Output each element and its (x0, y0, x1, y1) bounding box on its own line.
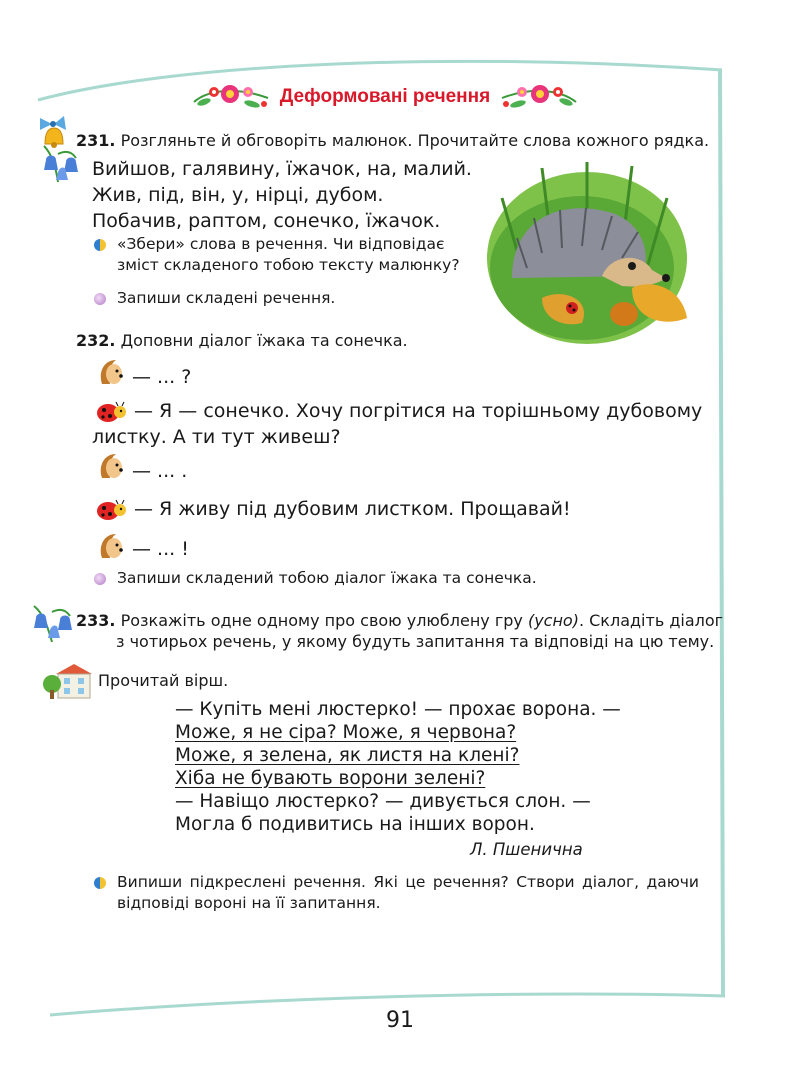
hedgehog-illustration (482, 158, 692, 348)
ex231-number: 231. (76, 131, 116, 150)
word-line: Побачив, раптом, сонечко, їжачок. (92, 210, 441, 232)
two-tone-bullet-icon (94, 239, 106, 251)
dialog-line: — ... . (132, 460, 188, 482)
reading-label: Прочитай вірш. (98, 671, 229, 690)
dialog-line: — Я живу під дубовим листком. Прощавай! (134, 498, 571, 520)
ex231-task-text: Розгляньте й обговоріть малюнок. Прочитайте слова кожного рядка. (120, 131, 710, 150)
reading-instruction: Випиши підкреслені речення. Які це речення? Створи діалог, даючи відповіді вороні на її запитання. (117, 873, 699, 912)
violet-bullet-icon (94, 293, 106, 305)
section-header (190, 80, 580, 112)
ex233-number: 233. (76, 611, 116, 630)
section-title: Деформовані речення (279, 86, 491, 107)
ex231-instruction: «Збери» слова в речення. Чи відповідає зміст складеного тобою тексту малюнку? (117, 235, 460, 274)
poem-author: Л. Пшенична (470, 840, 583, 859)
ex233-task: 233. Розкажіть одне одному про свою улюблену гру (усно). Складіть діалог з чотирьох речень, у якому будуть запитання та відповіді на цю тему. (76, 611, 724, 651)
poem-line: Могла б подивитись на інших ворон. (175, 814, 535, 835)
floral-ornament-icon (190, 80, 272, 112)
dialog-line: листку. А ти тут живеш? (92, 426, 341, 448)
ex232-task (76, 330, 408, 351)
house-tree-icon (42, 660, 94, 700)
bluebells-icon (30, 604, 76, 644)
ex232-task-text: Доповни діалог їжака та сонечка. (120, 331, 408, 350)
two-tone-bullet-icon (94, 877, 106, 889)
floral-ornament-icon (498, 80, 580, 112)
poem-line-underlined: Може, я не сіра? Може, я червона? (175, 722, 517, 743)
ex231-instruction: Запиши складені речення. (117, 289, 336, 307)
poem-line: — Купіть мені люстерко! — прохає ворона. — (175, 699, 621, 720)
ex232-instruction: Запиши складений тобою діалог їжака та сонечка. (117, 569, 537, 587)
hedgehog-icon (96, 356, 126, 388)
poem-line-underlined: Може, я зелена, як листя на клені? (175, 745, 520, 766)
ex232-number: 232. (76, 331, 116, 350)
word-line: Жив, під, він, у, нірці, дубом. (92, 184, 384, 206)
dialog-line: — Я — сонечко. Хочу погрітися на торішньому дубовому (134, 400, 703, 422)
hedgehog-icon (96, 450, 126, 482)
dialog-line: — ... ! (132, 538, 189, 560)
poem-line-underlined: Хіба не бувають ворони зелені? (175, 768, 486, 789)
word-line: Вийшов, галявину, їжачок, на, малий. (92, 158, 472, 180)
dialog-line: — ... ? (132, 366, 192, 388)
ladybug-icon (94, 400, 128, 424)
ex231-word-lines (92, 156, 472, 234)
poem (175, 698, 621, 836)
violet-bullet-icon (94, 573, 106, 585)
poem-line: — Навіщо люстерко? — дивується слон. — (175, 791, 591, 812)
ex231-task (76, 130, 709, 151)
hedgehog-icon (96, 530, 126, 562)
page-number: 91 (386, 1008, 414, 1033)
ladybug-icon (94, 498, 128, 522)
